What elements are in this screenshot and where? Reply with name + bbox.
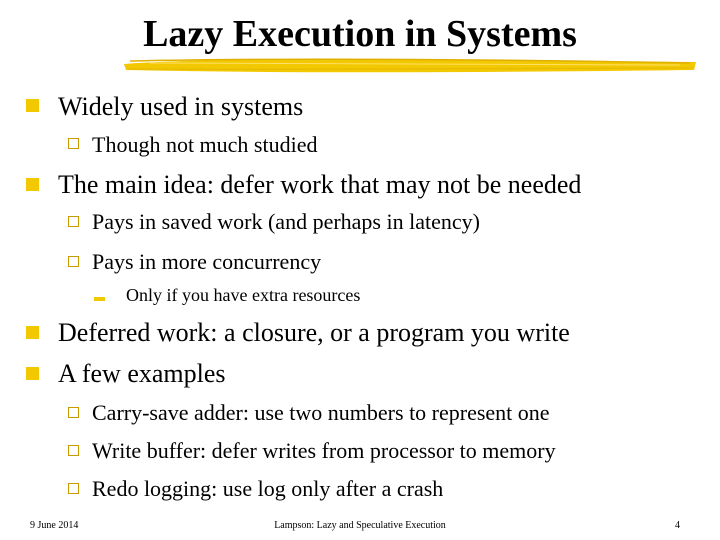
bullet-marker-open-square-icon [68, 256, 79, 267]
bullet-item: A few examples [58, 359, 226, 388]
bullet-item: Pays in saved work (and perhaps in latency) [92, 209, 480, 234]
bullet-marker-open-square-icon [68, 138, 79, 149]
bullet-item: Deferred work: a closure, or a program you write [58, 318, 570, 347]
bullet-marker-open-square-icon [68, 407, 79, 418]
bullet-marker-open-square-icon [68, 216, 79, 227]
bullet-item: Redo logging: use log only after a crash [92, 476, 444, 501]
bullet-marker-dash-icon [94, 297, 105, 301]
page-number: 4 [675, 520, 680, 531]
footer-title: Lampson: Lazy and Speculative Execution [274, 520, 446, 531]
bullet-item: Pays in more concurrency [92, 249, 322, 274]
bullet-marker-open-square-icon [68, 445, 79, 456]
bullet-marker-square-icon [26, 178, 39, 191]
bullet-marker-square-icon [26, 99, 39, 112]
bullet-marker-square-icon [26, 326, 39, 339]
bullet-marker-open-square-icon [68, 483, 79, 494]
slide-title: Lazy Execution in Systems [143, 13, 577, 55]
bullet-item: Write buffer: defer writes from processor to memory [92, 438, 556, 463]
bullet-item: Only if you have extra resources [126, 285, 361, 305]
bullet-item: Though not much studied [92, 132, 318, 157]
bullet-item: Carry-save adder: use two numbers to represent one [92, 400, 550, 425]
bullet-marker-square-icon [26, 367, 39, 380]
footer-date: 9 June 2014 [30, 520, 79, 531]
bullet-item: Widely used in systems [58, 92, 304, 121]
bullet-item: The main idea: defer work that may not be needed [58, 170, 582, 199]
